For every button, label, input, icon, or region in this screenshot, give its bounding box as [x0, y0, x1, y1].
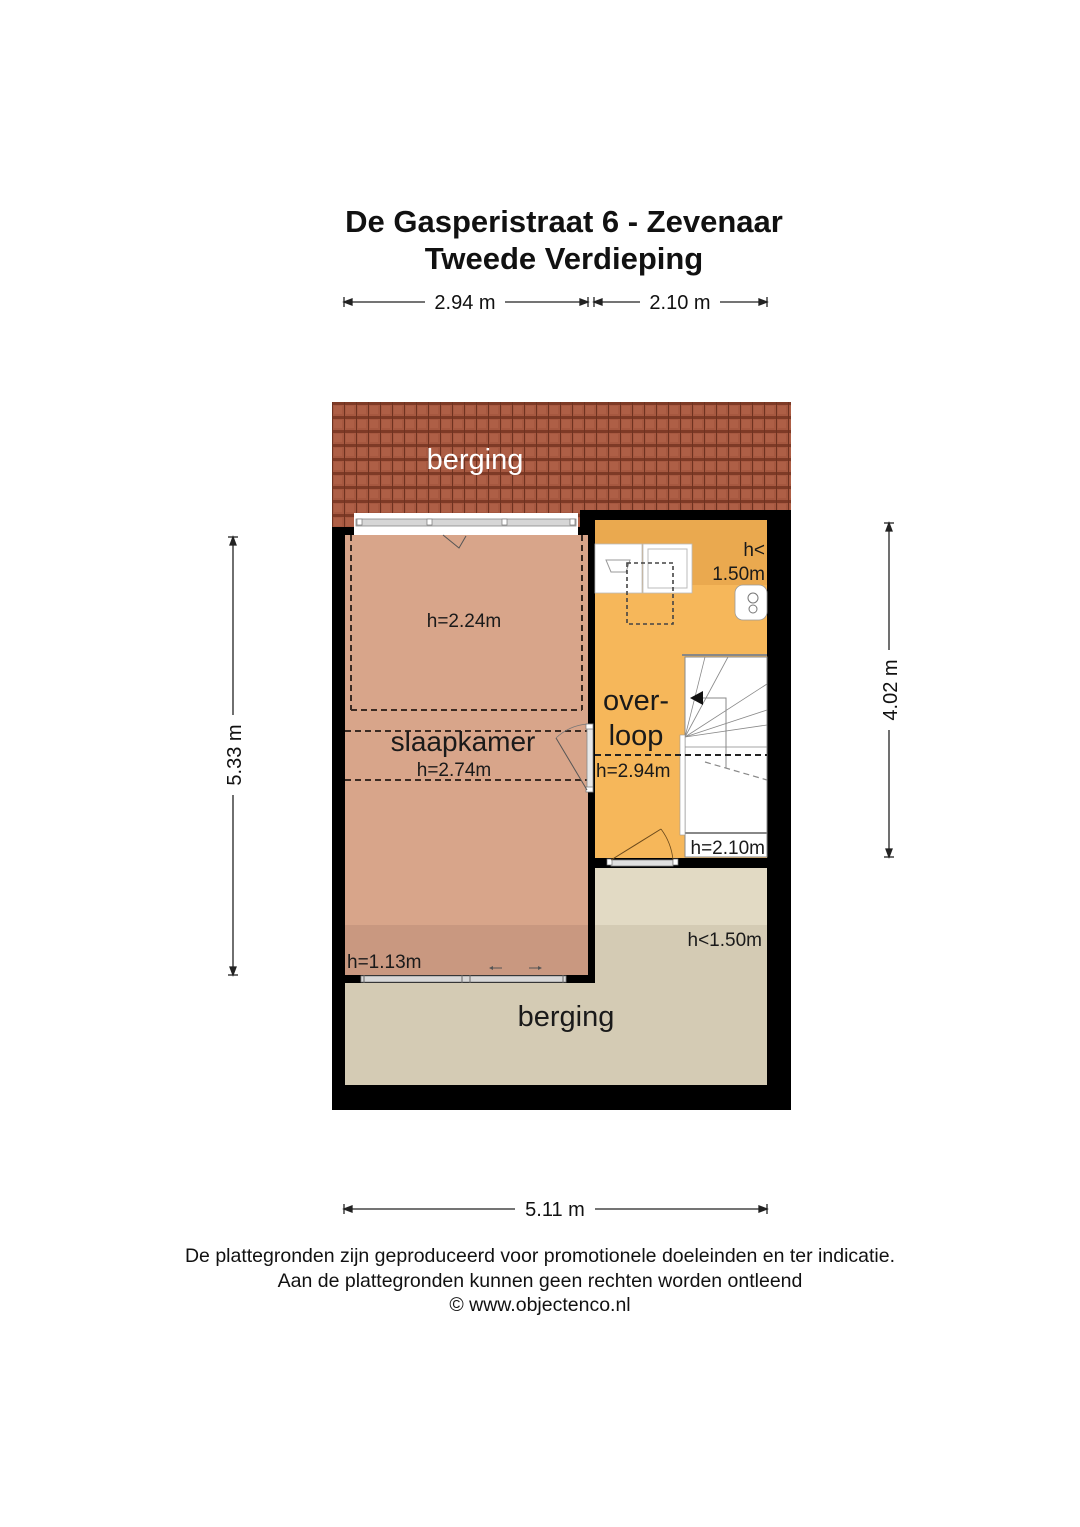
- label-storage-height: h<1.50m: [687, 930, 762, 951]
- label-landing-1: over-: [602, 685, 670, 717]
- label-landing-corner-height-2: 1.50m: [712, 564, 765, 585]
- window-bedroom-bottom: [361, 975, 566, 983]
- window-top: [356, 519, 576, 526]
- staircase: [680, 655, 767, 857]
- label-landing-2: loop: [608, 720, 664, 752]
- dimension-left-label: 5.33 m: [224, 724, 246, 786]
- plan-title-address: De Gasperistraat 6 - Zevenaar: [345, 204, 783, 239]
- disclaimer-line-1: De plattegronden zijn geproduceerd voor promotionele doeleinden en ter indicatie.: [184, 1245, 896, 1267]
- boiler-icon: [735, 585, 767, 620]
- dimension-bottom-label: 5.11 m: [525, 1199, 585, 1221]
- label-bedroom-height-low: h=1.13m: [347, 952, 422, 973]
- dimension-right-label: 4.02 m: [880, 659, 902, 721]
- washbasin-icon: [595, 544, 642, 593]
- dimension-top-left-label: 2.94 m: [434, 292, 496, 314]
- label-bedroom-height-top: h=2.24m: [426, 611, 502, 632]
- disclaimer-line-2: Aan de plattegronden kunnen geen rechten worden ontleend: [277, 1270, 803, 1292]
- label-roof-storage: berging: [426, 444, 524, 476]
- label-landing-height: h=2.94m: [596, 761, 671, 782]
- dimension-top-right-label: 2.10 m: [649, 292, 711, 314]
- copyright-link[interactable]: © www.objectenco.nl: [449, 1294, 631, 1316]
- label-stairs-height: h=2.10m: [690, 838, 765, 859]
- shower-icon: [643, 544, 692, 593]
- plan-title-floor: Tweede Verdieping: [424, 241, 704, 276]
- label-storage: berging: [517, 1001, 615, 1033]
- label-bedroom-height-mid: h=2.74m: [416, 760, 492, 781]
- label-bedroom: slaapkamer: [390, 726, 536, 757]
- label-landing-corner-height-1: h<: [743, 540, 765, 561]
- roof-tiles-area: [332, 402, 791, 527]
- room-storage-upper: [595, 868, 767, 925]
